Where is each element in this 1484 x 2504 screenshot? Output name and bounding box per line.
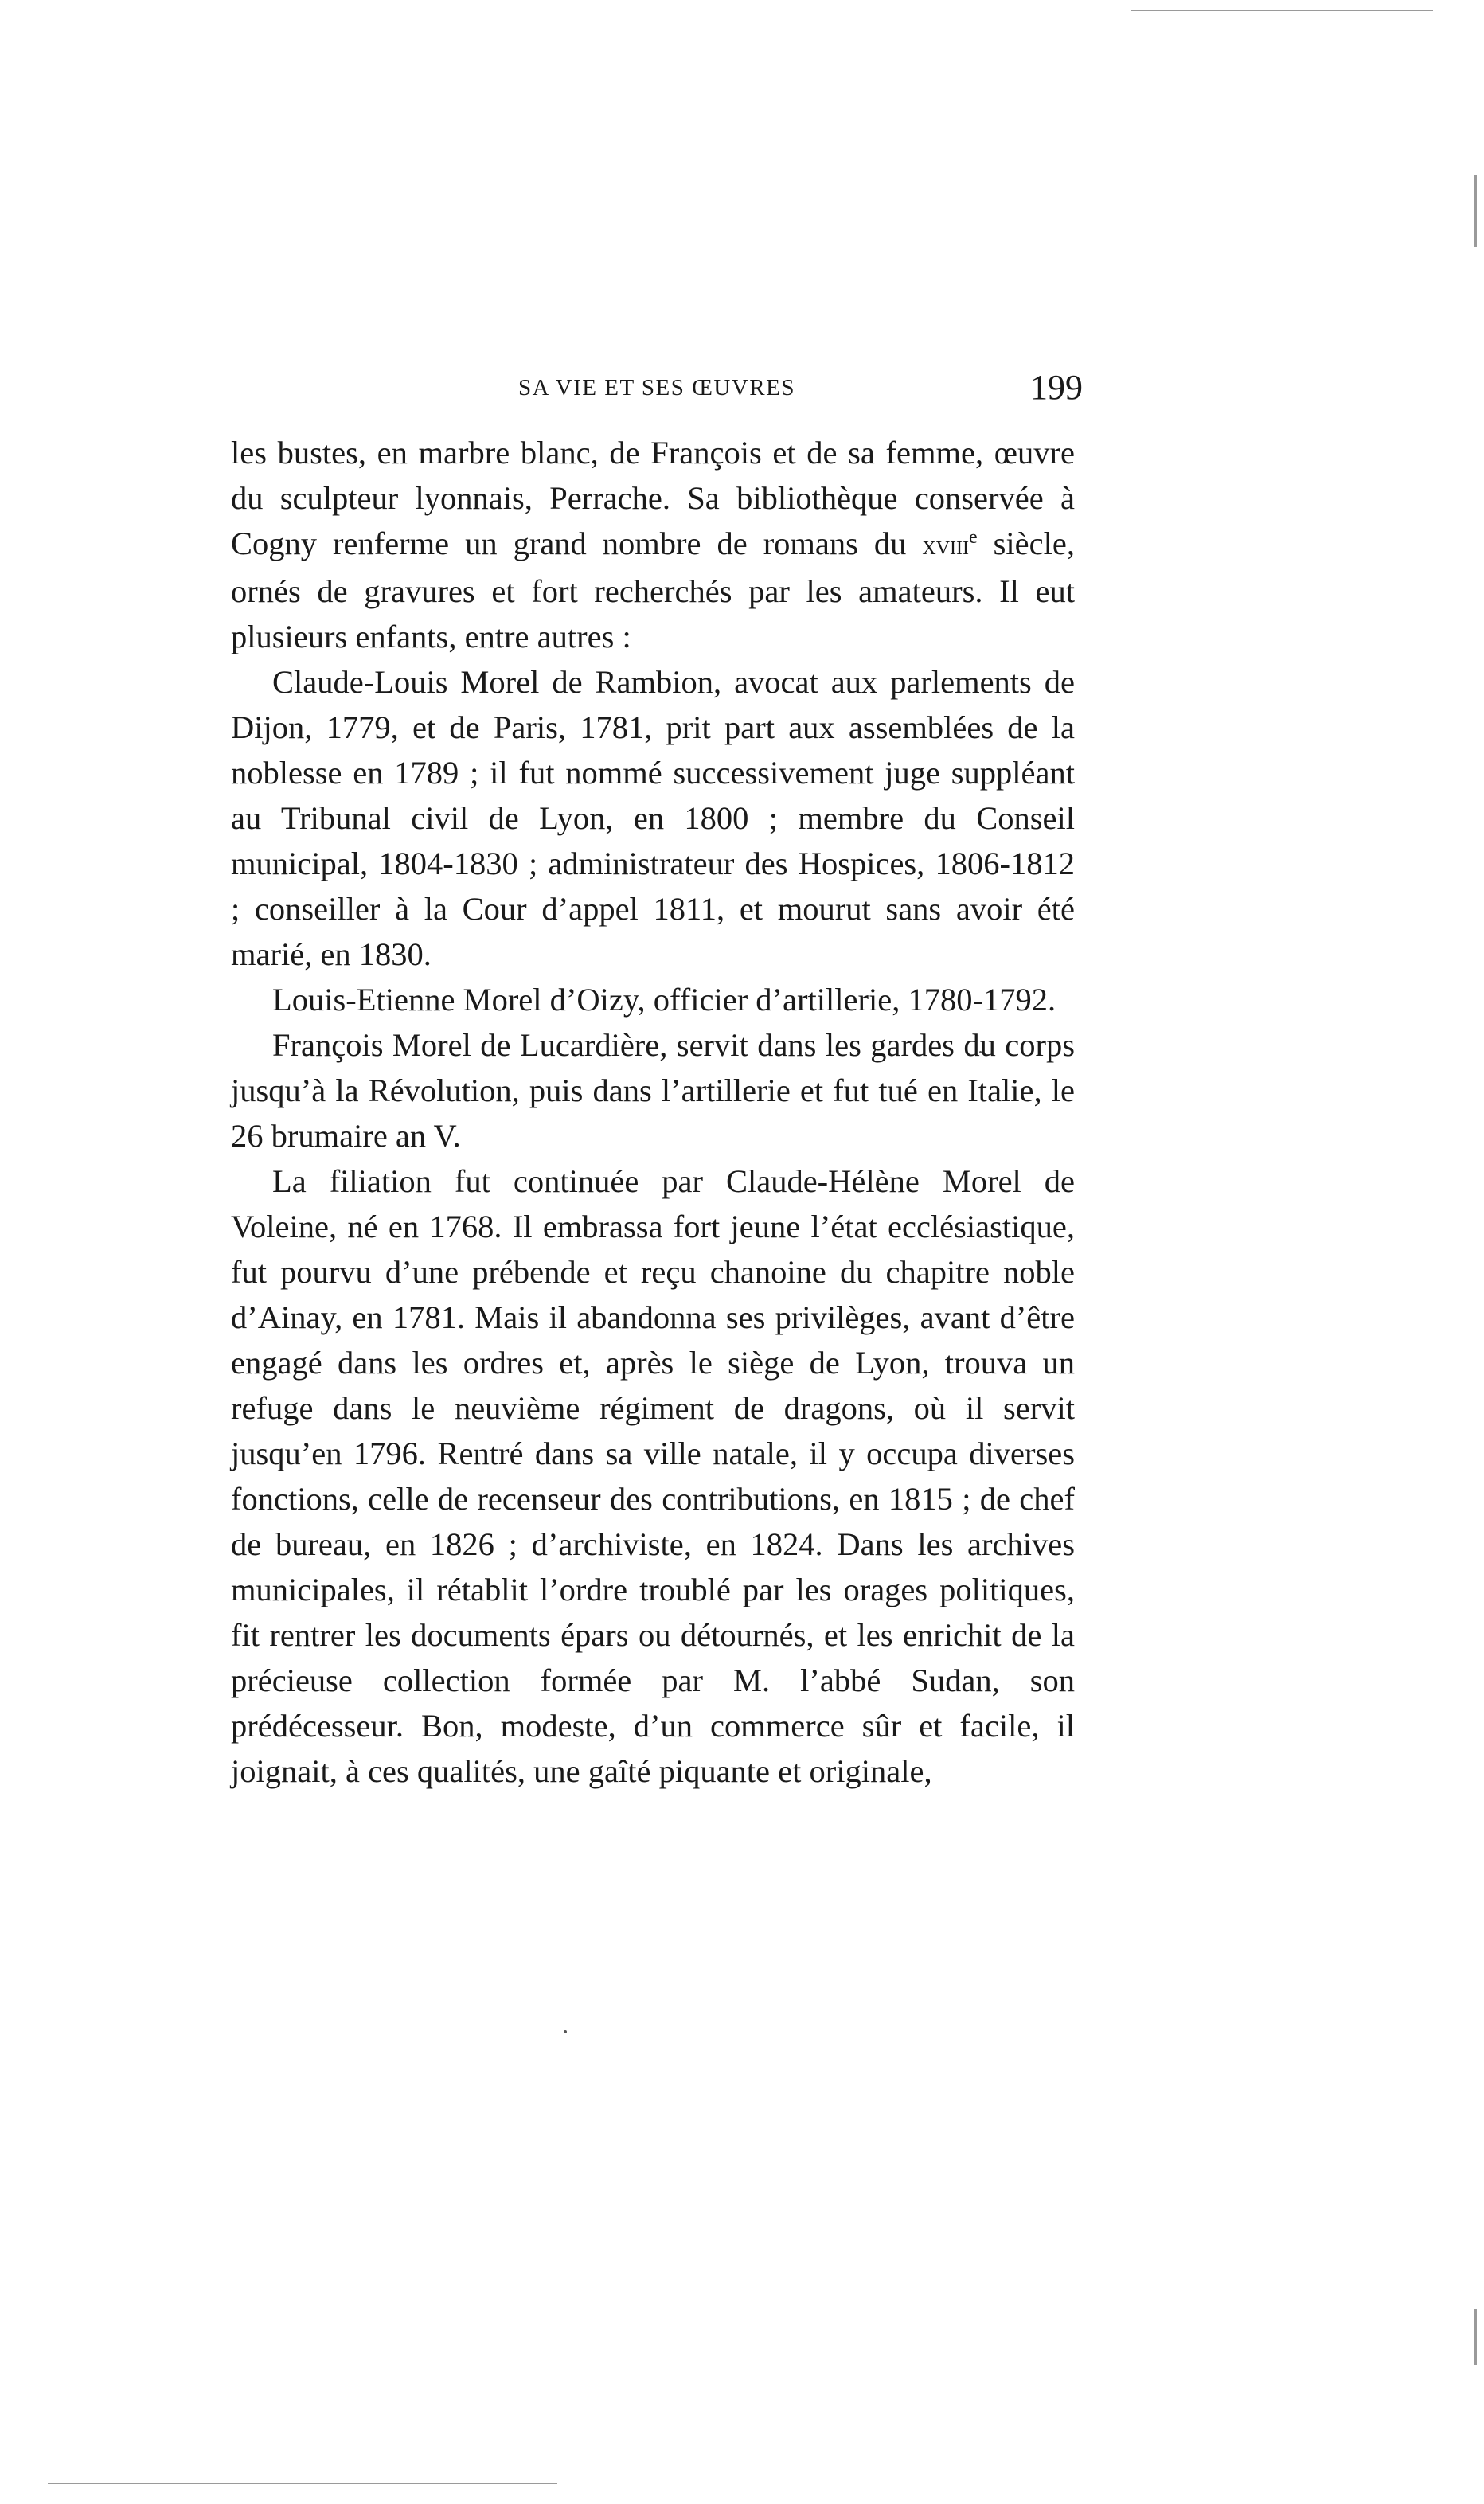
body-text bbox=[231, 430, 1075, 1794]
scan-speck bbox=[564, 2030, 567, 2033]
century-superscript: e bbox=[969, 527, 978, 548]
paragraph-1 bbox=[231, 430, 1075, 659]
paragraph-2: Claude-Louis Morel de Rambion, avocat aux parlements de Dijon, 1779, et de Paris, 1781, prit part aux assemblées de la noblesse en 1789 ; il fut nommé successivement juge suppléant au Tribunal civil de Lyon, en 1800 ; membre du Conseil municipal, 1804-1830 ; administrateur des Hospices, 1806-1812 ; conseiller à la Cour d’appel 1811, et mourut sans avoir été marié, en 1830. bbox=[231, 664, 1075, 972]
scan-edge-bottom-left bbox=[48, 2483, 557, 2484]
paragraph-4: François Morel de Lucardière, servit dans les gardes du corps jusqu’à la Révolution, puis dans l’artillerie et fut tué en Italie, le 26 brumaire an V. bbox=[231, 1027, 1075, 1154]
century-small-caps: xviii bbox=[922, 531, 970, 561]
running-title: SA VIE ET SES ŒUVRES bbox=[518, 375, 795, 400]
scan-edge-right-lower bbox=[1474, 2309, 1477, 2365]
paragraph-1-text-a: les bustes, en marbre blanc, de François et de sa femme, œuvre du sculpteur lyonnais, Perrache. Sa bibliothèque conservée à Cogny renferme un grand nombre de romans du bbox=[231, 435, 1075, 561]
scan-edge-right-upper bbox=[1474, 175, 1477, 247]
page-number: 199 bbox=[1030, 368, 1083, 407]
paragraph-5: La filiation fut continuée par Claude-Hélène Morel de Voleine, né en 1768. Il embrassa fort jeune l’état ecclésiastique, fut pourvu d’une prébende et reçu chanoine du chapitre noble d’Ainay, en 1781. Mais il abandonna ses privilèges, avant d’être engagé dans les ordres et, après le siège de Lyon, trouva un refuge dans le neuvième régiment de dragons, où il servit jusqu’en 1796. Rentré dans sa ville natale, il y occupa diverses fonctions, celle de recenseur des contributions, en 1815 ; de chef de bureau, en 1826 ; d’archiviste, en 1824. Dans les archives municipales, il rétablit l’ordre troublé par les orages politiques, fit rentrer les documents épars ou détournés, et les enrichit de la précieuse collection formée par M. l’abbé Sudan, son prédécesseur. Bon, modeste, d’un commerce sûr et facile, il joignait, à ces qualités, une gaîté piquante et originale, bbox=[231, 1163, 1075, 1789]
paragraph-3: Louis-Etienne Morel d’Oizy, officier d’artillerie, 1780-1792. bbox=[272, 982, 1056, 1018]
paragraph-1-text-b: siècle, ornés de gravures et fort recherchés par les amateurs. Il eut plusieurs enfants, entre autres : bbox=[231, 525, 1075, 654]
scan-edge-top-right bbox=[1131, 10, 1433, 11]
running-head bbox=[231, 368, 1083, 408]
